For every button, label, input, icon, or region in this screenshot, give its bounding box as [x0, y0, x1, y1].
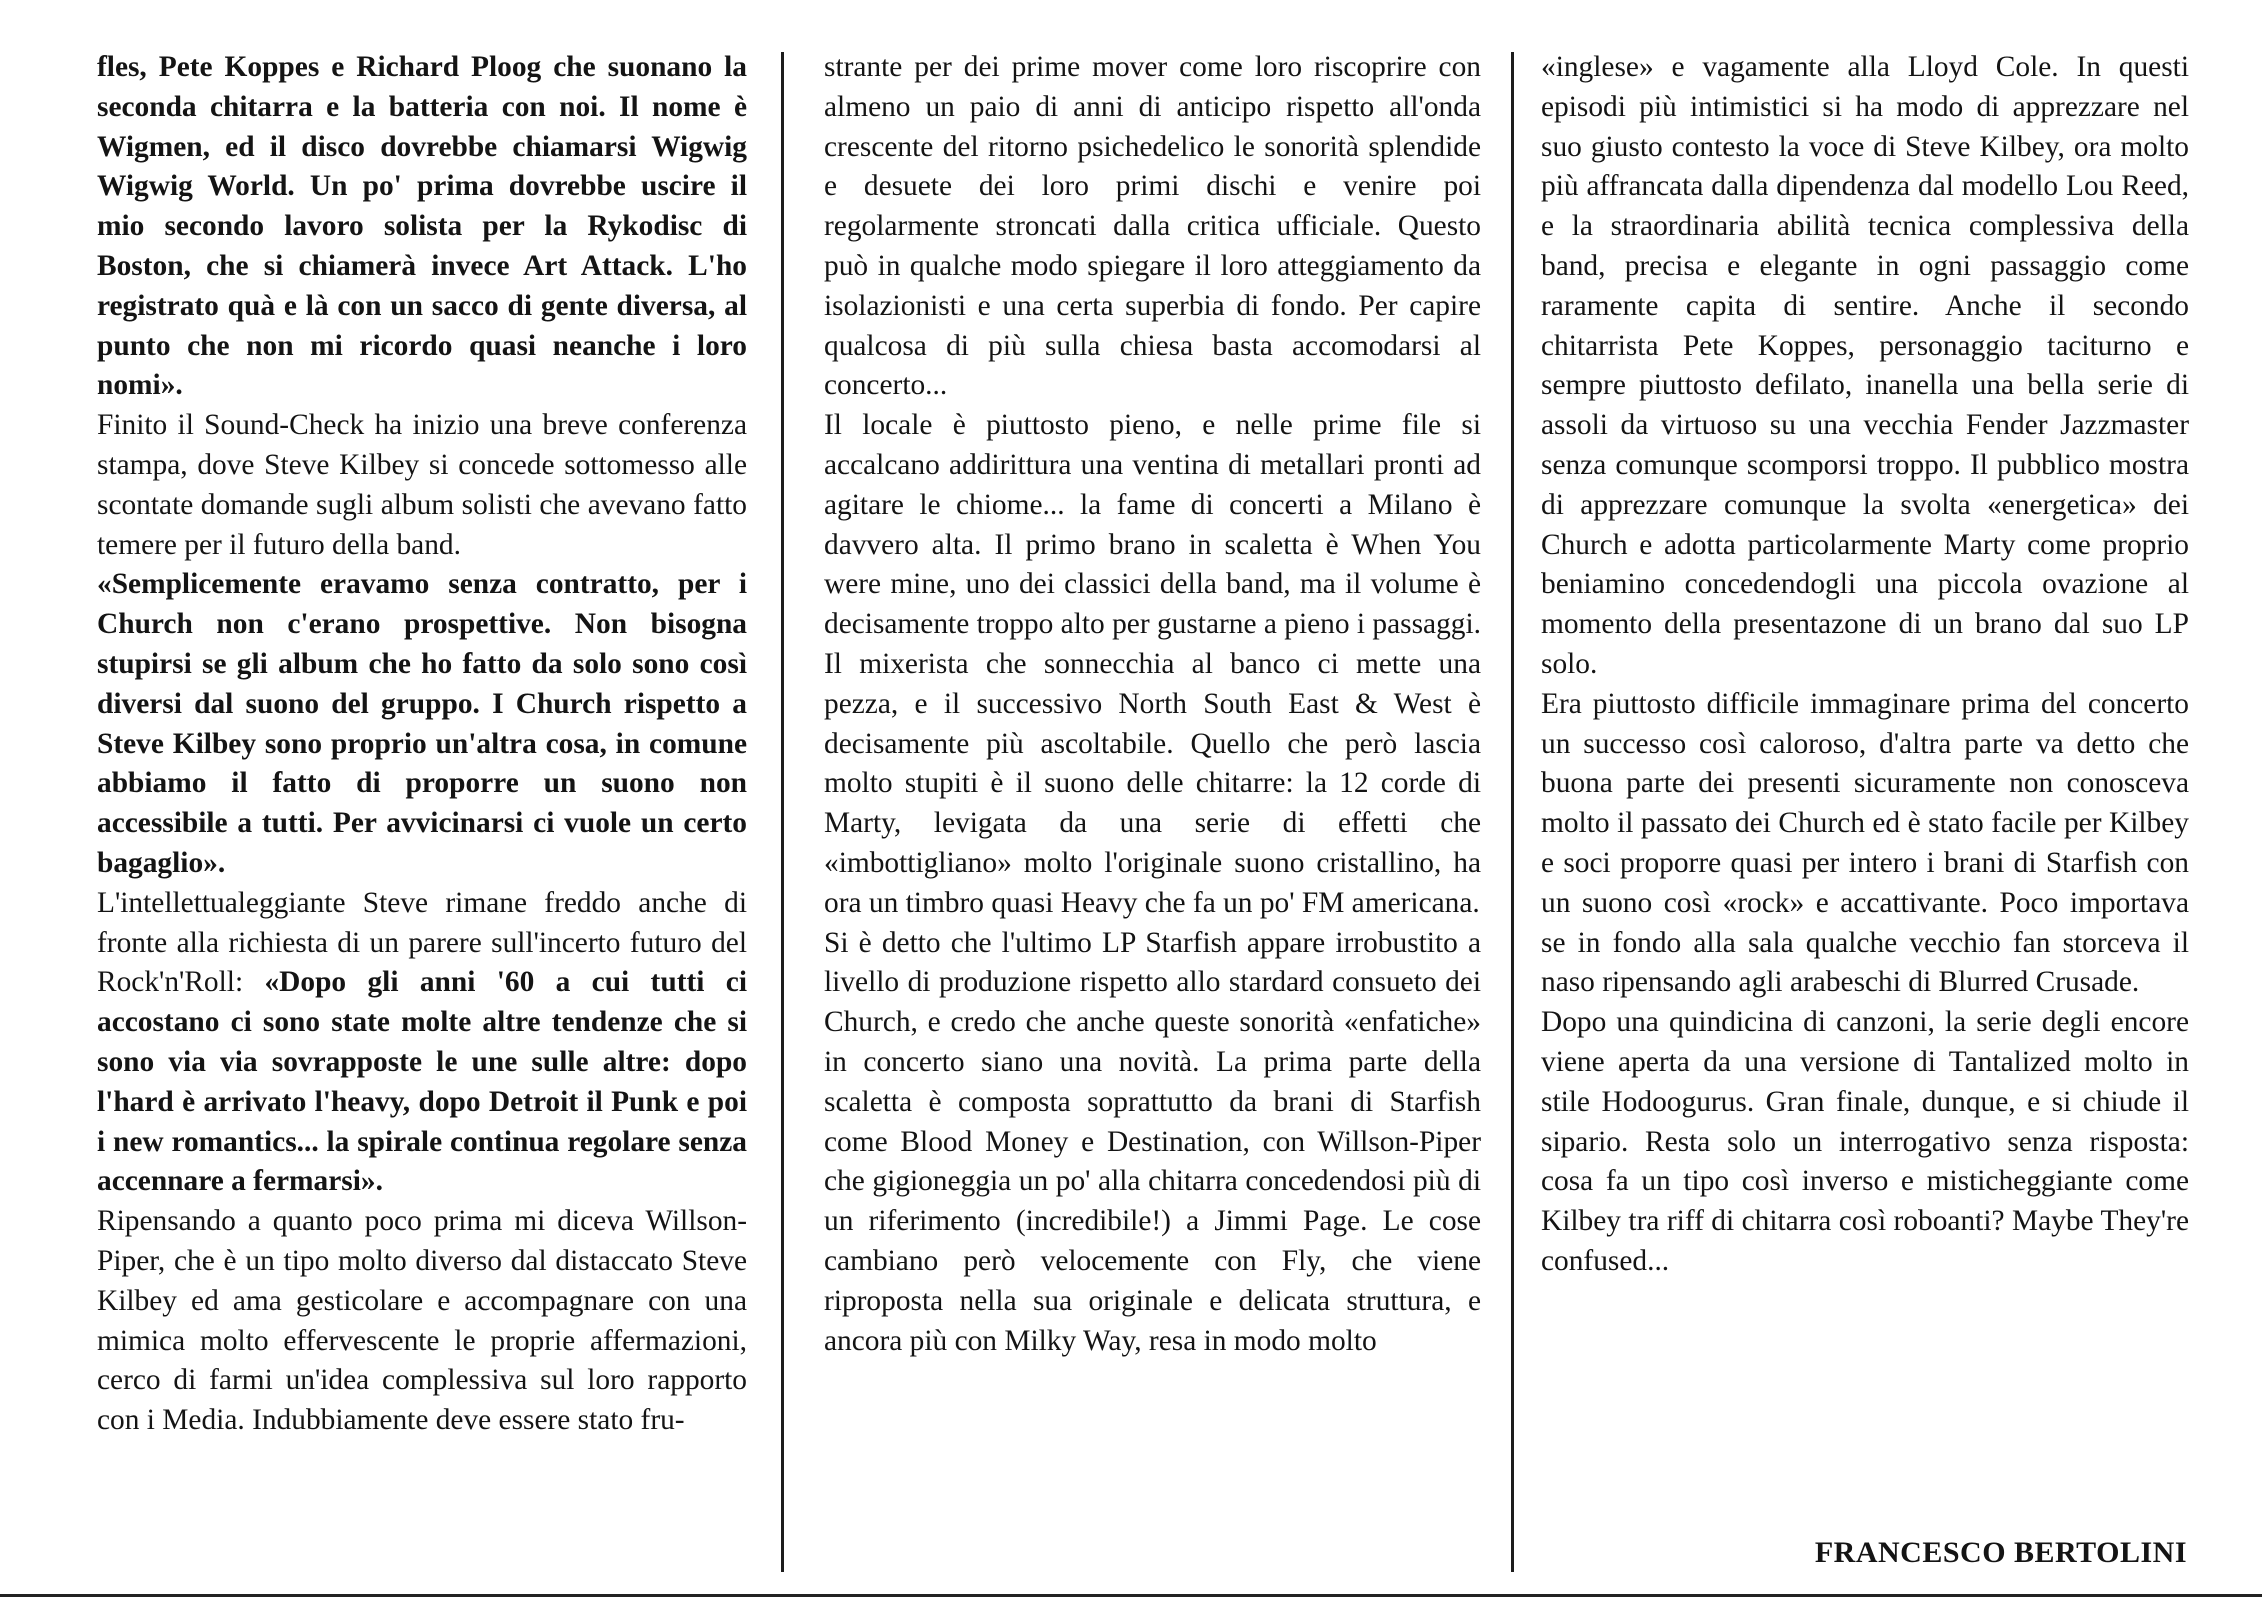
article-text: L'intellettualeggiante Steve rimane freddo anche di fronte alla richiesta di un parere sull'incerto futuro del Rock'n'Roll: [97, 886, 747, 999]
article-paragraph: strante per dei prime mover come loro riscoprire con almeno un paio di anni di anticipo rispetto all'onda crescente del ritorno psichedelico le sonorità splendide e desuete dei loro primi dischi e venire poi regolarmente stroncati dalla critica ufficiale. Questo può in qualche modo spiegare il loro atteggiamento da isolazionisti e una certa superbia di fondo. Per capire qualcosa di più sulla chiesa basta accomodarsi al concerto... [824, 51, 1481, 402]
article-paragraph: «Semplicemente eravamo senza contratto, per i Church non c'erano prospettive. Non bisogna stupirsi se gli album che ho fatto da solo sono così diversi dal suono del gruppo. I Church rispetto a Steve Kilbey sono proprio un'altra cosa, in comune abbiamo il fatto di proporre un suono non accessibile a tutti. Per avvicinarsi ci vuole un certo bagaglio». [97, 568, 747, 879]
column-divider [781, 52, 784, 1572]
column-divider [1511, 52, 1514, 1572]
article-paragraph [97, 884, 747, 1202]
article-paragraph: Si è detto che l'ultimo LP Starfish appare irrobustito a livello di produzione rispetto allo stardard consueto dei Church, e credo che anche queste sonorità «enfatiche» in concerto siano una novità. La prima parte della scaletta è composta soprattutto da brani di Starfish come Blood Money e Destination, con Willson-Piper che gigioneggia un po' alla chitarra concedendosi più di un riferimento (incredibile!) a Jimmi Page. Le cose cambiano però velocemente con Fly, che viene riproposta nella sua originale e delicata struttura, e ancora più con Milky Way, resa in modo molto [824, 926, 1481, 1357]
author-byline: FRANCESCO BERTOLINI [1814, 1536, 2187, 1569]
article-column-1 [97, 48, 747, 1441]
article-quote: «Dopo gli anni '60 a cui tutti ci accostano ci sono state molte altre tendenze che si sono via via sovrapposte le une sulle altre: dopo l'hard è arrivato l'heavy, dopo Detroit il Punk e poi i new romantics... la spirale continua regolare senza accennare a fermarsi». [97, 966, 747, 1198]
article-column-2 [824, 48, 1481, 1361]
article-paragraph: Finito il Sound-Check ha inizio una breve conferenza stampa, dove Steve Kilbey si concede sottomesso alle scontate domande sugli album solisti che avevano fatto temere per il futuro della band. [97, 409, 747, 561]
article-paragraph: Era piuttosto difficile immaginare prima del concerto un successo così caloroso, d'altra parte va detto che buona parte dei presenti sicuramente non conosceva molto il passato dei Church ed è stato facile per Kilbey e soci proporre quasi per intero i brani di Starfish con un suono così «rock» e accattivante. Poco importava se in fondo alla sala qualche vecchio fan storceva il naso ripensando agli arabeschi di Blurred Crusade. [1541, 687, 2189, 999]
article-paragraph: «inglese» e vagamente alla Lloyd Cole. In questi episodi più intimistici si ha modo di apprezzare nel suo giusto contesto la voce di Steve Kilbey, ora molto più affrancata dalla dipendenza dal modello Lou Reed, e la straordinaria abilità tecnica complessiva della band, precisa e elegante in ogni passaggio come raramente capita di sentire. Anche il secondo chitarrista Pete Koppes, personaggio taciturno e sempre piuttosto defilato, inanella una bella serie di assoli da virtuoso su una vecchia Fender Jazzmaster senza comunque scomporsi troppo. Il pubblico mostra di apprezzare comunque la svolta «energetica» dei Church e adotta particolarmente Marty come proprio beniamino concedendogli una piccola ovazione al momento della presentazone di un brano dal suo LP solo. [1541, 51, 2189, 680]
article-paragraph: Dopo una quindicina di canzoni, la serie degli encore viene aperta da una versione di Tantalized molto in stile Hodoogurus. Gran finale, dunque, e si chiude il sipario. Resta solo un interrogativo senza risposta: cosa fa un tipo così inverso e misticheggiante come Kilbey tra riff di chitarra così roboanti? Maybe They're confused... [1541, 1006, 2189, 1277]
article-paragraph: Il locale è piuttosto pieno, e nelle prime file si accalcano addirittura una ventina di metallari pronti ad agitare le chiome... la fame di concerti a Milano è davvero alta. Il primo brano in scaletta è When You were mine, uno dei classici della band, ma il volume è decisamente troppo alto per gustarne a pieno i passaggi. Il mixerista che sonnecchia al banco ci mette una pezza, e il successivo North South East & West è decisamente più ascoltabile. Quello che però lascia molto stupiti è il suono delle chitarre: la 12 corde di Marty, levigata da una serie di effetti che «imbottigliano» molto l'originale suono cristallino, ha ora un timbro quasi Heavy che fa un po' FM americana. [824, 409, 1481, 919]
article-column-3 [1541, 48, 2189, 1282]
article-paragraph: fles, Pete Koppes e Richard Ploog che suonano la seconda chitarra e la batteria con noi. Il nome è Wigmen, ed il disco dovrebbe chiamarsi Wigwig Wigwig World. Un po' prima dovrebbe uscire il mio secondo lavoro solista per la Rykodisc di Boston, che si chiamerà invece Art Attack. L'ho registrato quà e là con un sacco di gente diversa, al punto che non mi ricordo quasi neanche i loro nomi». [97, 51, 747, 402]
article-paragraph: Ripensando a quanto poco prima mi diceva Willson-Piper, che è un tipo molto diverso dal distaccato Steve Kilbey ed ama gesticolare e accompagnare con una mimica molto effervescente le proprie affermazioni, cerco di farmi un'idea complessiva sul loro rapporto con i Media. Indubbiamente deve essere stato fru- [97, 1205, 747, 1437]
page-bottom-rule [0, 1594, 2262, 1597]
